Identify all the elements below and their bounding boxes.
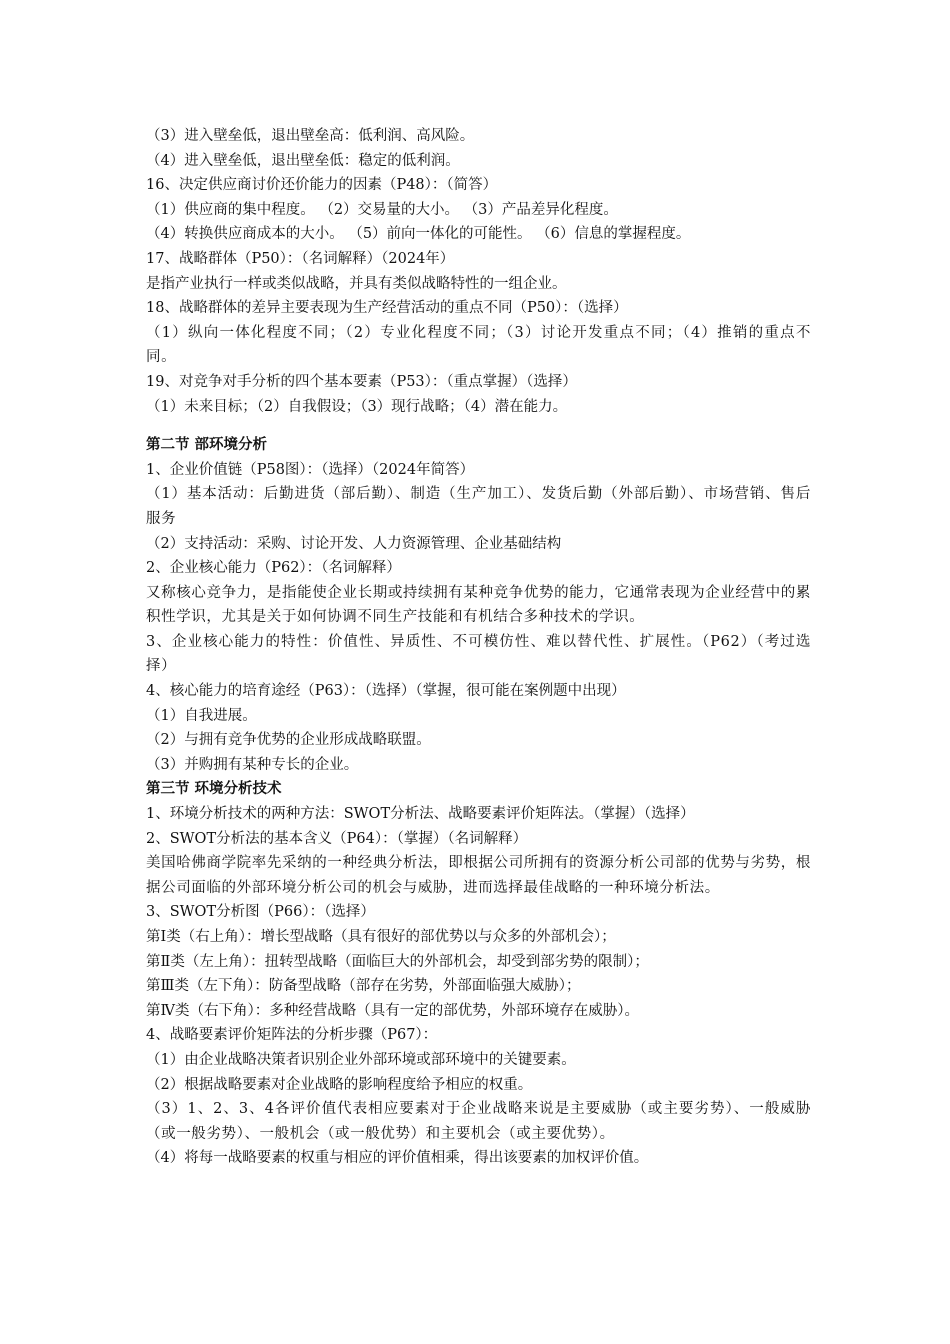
text-line: （2）根据战略要素对企业战略的影响程度给予相应的权重。 (146, 1076, 533, 1093)
text-line: （4）将每一战略要素的权重与相应的评价值相乘，得出该要素的加权评价值。 (146, 1150, 649, 1167)
question-heading: 19、对竞争对手分析的四个基本要素（P53）：（重点掌握）（选择） (146, 373, 577, 390)
text-line: 第Ⅳ类（右下角）：多种经营战略（具有一定的部优势，外部环境存在威胁）。 (146, 1002, 639, 1019)
text-line: （1）自我进展。 (146, 707, 257, 724)
question-heading: 1、企业价值链（P58图）：（选择）（2024年简答） (146, 461, 475, 478)
text-line: 第Ⅱ类（左上角）：扭转型战略（面临巨大的外部机会，却受到部劣势的限制）； (146, 953, 649, 970)
text-paragraph: （1）纵向一体化程度不同；（2）专业化程度不同；（3）讨论开发重点不同；（4）推销的重点不同。 (146, 324, 811, 366)
document-page (146, 124, 811, 1171)
question-heading: 3、SWOT分析图（P66）：（选择） (146, 904, 375, 921)
text-line: （1）未来目标；（2）自我假设；（3）现行战略；（4）潜在能力。 (146, 398, 568, 415)
section-heading: 第三节 环境分析技术 (146, 781, 282, 798)
text-line: 是指产业执行一样或类似战略，并具有类似战略特性的一组企业。 (146, 275, 567, 292)
text-line: （3）并购拥有某种专长的企业。 (146, 756, 359, 773)
text-line: （3）进入壁垒低，退出壁垒高：低利润、高风险。 (146, 128, 475, 144)
text-paragraph: 又称核心竞争力，是指能使企业长期或持续拥有某种竞争优势的能力，它通常表现为企业经营中的累积性学识，尤其是关于如何协调不同生产技能和有机结合多种技术的学识。 (146, 584, 811, 626)
question-heading: 2、企业核心能力（P62）：（名词解释） (146, 560, 401, 577)
question-heading: 4、战略要素评价矩阵法的分析步骤（P67）： (146, 1027, 438, 1044)
question-heading: 18、战略群体的差异主要表现为生产经营活动的重点不同（P50）：（选择） (146, 300, 628, 317)
text-paragraph: 3、企业核心能力的特性：价值性、异质性、不可模仿性、难以替代性、扩展性。（P62）（考过选择） (146, 633, 811, 675)
text-line: （4）进入壁垒低，退出壁垒低：稳定的低利润。 (146, 152, 460, 169)
text-line: 第Ⅰ类（右上角）：增长型战略（具有很好的部优势以与众多的外部机会）； (146, 929, 616, 945)
text-line: （2）与拥有竞争优势的企业形成战略联盟。 (146, 732, 431, 749)
question-heading: 17、战略群体（P50）：（名词解释）（2024年） (146, 250, 455, 267)
question-heading: 16、决定供应商讨价还价能力的因素（P48）：（简答） (146, 177, 498, 194)
text-line: 第Ⅲ类（左下角）：防备型战略（部存在劣势，外部面临强大威胁）； (146, 978, 581, 995)
section-heading: 第二节 部环境分析 (146, 437, 268, 454)
text-paragraph: 美国哈佛商学院率先采纳的一种经典分析法，即根据公司所拥有的资源分析公司部的优势与劣势，根据公司面临的外部环境分析公司的机会与威胁，进而选择最佳战略的一种环境分析法。 (146, 855, 811, 896)
question-heading: 4、核心能力的培育途经（P63）：（选择）（掌握，很可能在案例题中出现） (146, 683, 626, 700)
text-line: （2）支持活动：采购、讨论开发、人力资源管理、企业基础结构 (146, 535, 562, 552)
question-heading: 1、环境分析技术的两种方法：SWOT分析法、战略要素评价矩阵法。（掌握）（选择） (146, 806, 695, 823)
text-line: （1）供应商的集中程度。 （2）交易量的大小。 （3）产品差异化程度。 (146, 201, 618, 218)
text-line: （1）由企业战略决策者识别企业外部环境或部环境中的关键要素。 (146, 1051, 576, 1068)
text-paragraph: （3）1、2、3、4各评价值代表相应要素对于企业战略来说是主要威胁（或主要劣势）、一般威胁（或一般劣势）、一般机会（或一般优势）和主要机会（或主要优势）。 (146, 1101, 811, 1142)
question-heading: 2、SWOT分析法的基本含义（P64）：（掌握）（名词解释） (146, 830, 528, 847)
text-line: （4）转换供应商成本的大小。 （5）前向一体化的可能性。 （6）信息的掌握程度。 (146, 226, 691, 243)
text-paragraph: （1）基本活动：后勤进货（部后勤）、制造（生产加工）、发货后勤（外部后勤）、市场营销、售后服务 (146, 486, 811, 527)
